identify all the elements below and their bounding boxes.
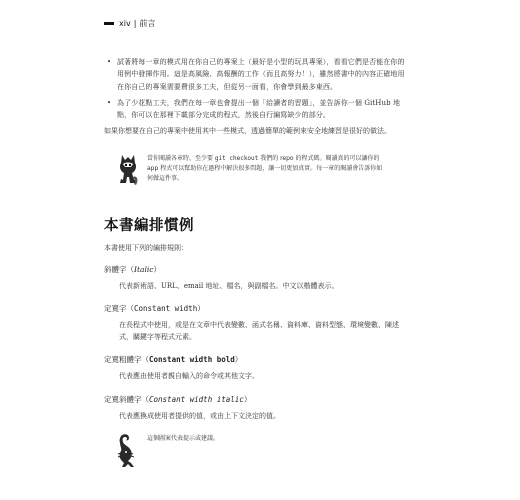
convention-description: 代表應換成使用者提供的值，或由上下文決定的值。	[119, 411, 280, 420]
convention-term: 定寬粗體字（Constant width bold）	[104, 355, 243, 365]
section-title: 本書編排慣例	[104, 217, 194, 234]
convention-item	[104, 264, 410, 292]
header-bar	[104, 22, 114, 25]
bullet-icon: •	[107, 98, 112, 107]
paragraph: 如果你想要在自己的專案中使用其中一些模式，透過簡單的範例來安全地練習是很好的做法。	[104, 127, 391, 136]
convention-description: 代表應由使用者親自輸入的命令或其他文字。	[119, 372, 259, 381]
convention-term: 定寬字（Constant width）	[104, 303, 205, 313]
header-separator: |	[133, 19, 137, 28]
raccoon-icon	[116, 152, 140, 188]
bullet-icon: •	[107, 58, 112, 66]
bullet-list	[104, 56, 410, 121]
scorpion-icon	[116, 432, 138, 470]
note-text: 當你閱讀各章時，至少要 git checkout 我們的 repo 的程式碼。閱讀真的可以讓你的 app 程式可以幫助你在過程中解決很多問題，讓一切更加真實。每一章的閱讀會告訴你如何做這件事。	[147, 154, 383, 183]
page-content	[104, 56, 410, 472]
intro-text: 本書使用下列的編排規則：	[104, 243, 188, 252]
list-item: • 為了少花點工夫，我們在每一章也會提出一個「給讀者的習題」，並告訴你一個 GitHub 地點，你可以在那裡下載部分完成的程式，然後自行編寫缺少的部分。	[107, 98, 401, 120]
note-box	[104, 152, 410, 192]
list-item: • 試著將每一章的模式用在你自己的專案上（最好是小型的玩具專案），看看它們是否能在你的用例中發揮作用。這是高風險、高報酬的工作（而且高努力！），雖然將書中的內容正確地用在你自己的專案需要費很多工夫，但從另一面看，你會學到最多東西。	[107, 58, 405, 91]
convention-description: 在長程式中使用，或是在文章中代表變數、函式名稱、資料庫、資料型態、環境變數、陳述式，關鍵字等程式元素。	[119, 320, 399, 342]
convention-description: 代表新術語、URL、email 地址、檔名，與副檔名。中文以楷體表示。	[119, 281, 339, 290]
tip-text: 這個圖案代表提示或建議。	[147, 434, 220, 442]
running-head	[104, 18, 155, 29]
chapter-name: 前言	[139, 19, 156, 28]
convention-term: 定寬斜體字（Constant width italic）	[104, 394, 252, 404]
convention-item	[104, 354, 410, 382]
inline-code: git checkout	[214, 154, 259, 162]
convention-term: 斜體字（Italic）	[104, 264, 161, 274]
convention-item	[104, 394, 410, 422]
tip-box	[104, 432, 410, 472]
convention-item	[104, 303, 410, 343]
page-number: xiv	[119, 19, 131, 28]
